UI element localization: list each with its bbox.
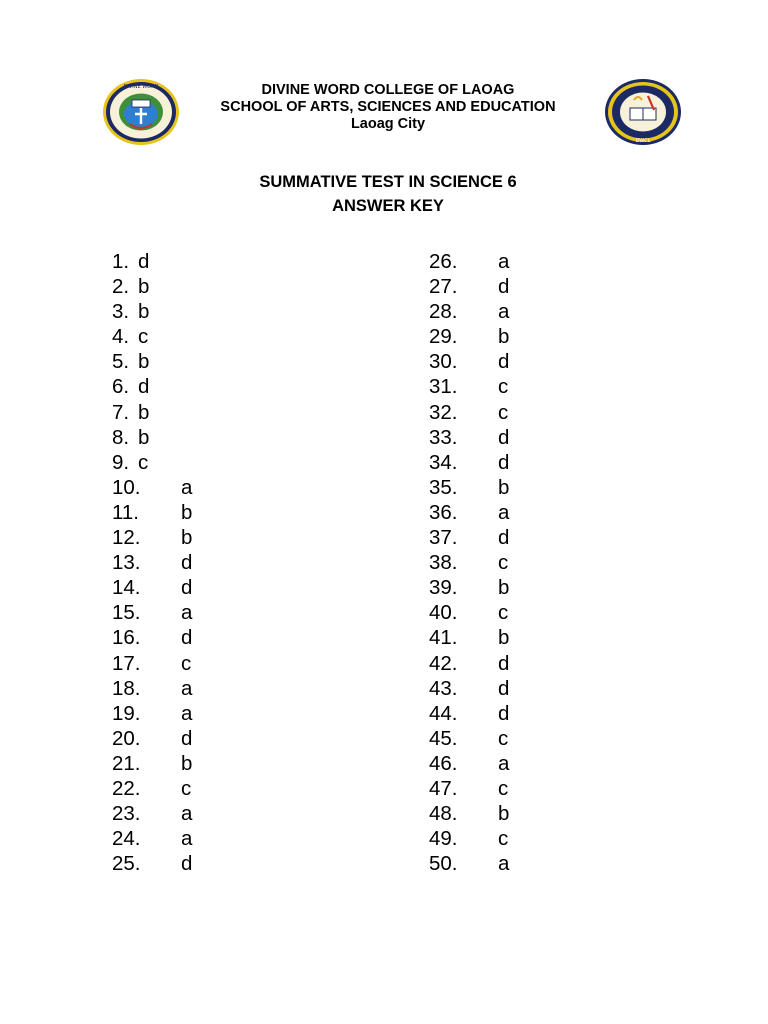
answer-item: [112, 625, 312, 650]
question-number: 33.: [429, 425, 458, 449]
answer-item: [112, 475, 312, 500]
answer-item: [112, 826, 312, 851]
answer-letter: c: [181, 651, 192, 675]
question-number: 16.: [112, 626, 141, 650]
question-number: 6.: [112, 375, 130, 399]
answer-item: [112, 651, 312, 676]
answer-item: [429, 324, 629, 349]
answer-letter: b: [498, 626, 510, 650]
school-name: SCHOOL OF ARTS, SCIENCES AND EDUCATION: [220, 99, 556, 115]
answer-letter: a: [181, 701, 193, 725]
answer-item: [429, 751, 629, 776]
answer-letter: b: [138, 300, 150, 324]
question-number: 40.: [429, 601, 458, 625]
question-number: 17.: [112, 651, 141, 675]
answer-letter: d: [498, 676, 510, 700]
question-number: 9.: [112, 450, 130, 474]
answer-letter: c: [498, 400, 509, 424]
question-number: 15.: [112, 601, 141, 625]
question-number: 7.: [112, 400, 130, 424]
answer-letter: a: [181, 676, 193, 700]
question-number: 46.: [429, 751, 458, 775]
answer-letter: d: [498, 651, 510, 675]
answer-item: [112, 299, 312, 324]
question-number: 19.: [112, 701, 141, 725]
question-number: 32.: [429, 400, 458, 424]
question-number: 5.: [112, 350, 130, 374]
question-number: 18.: [112, 676, 141, 700]
question-number: 38.: [429, 551, 458, 575]
question-number: 4.: [112, 325, 130, 349]
answer-item: [429, 249, 629, 274]
answer-item: [429, 299, 629, 324]
question-number: 31.: [429, 375, 458, 399]
question-number: 12.: [112, 526, 141, 550]
answer-letter: a: [181, 475, 193, 499]
answer-letter: d: [181, 852, 193, 876]
answer-letter: d: [138, 375, 150, 399]
question-number: 41.: [429, 626, 458, 650]
question-number: 49.: [429, 827, 458, 851]
question-number: 48.: [429, 802, 458, 826]
question-number: 14.: [112, 576, 141, 600]
question-number: 22.: [112, 776, 141, 800]
answer-letter: c: [498, 601, 509, 625]
answer-letter: d: [498, 275, 510, 299]
question-number: 20.: [112, 726, 141, 750]
question-number: 2.: [112, 275, 130, 299]
question-number: 44.: [429, 701, 458, 725]
question-number: 39.: [429, 576, 458, 600]
answer-item: [429, 625, 629, 650]
answer-item: [112, 801, 312, 826]
answer-letter: c: [181, 776, 192, 800]
question-number: 23.: [112, 802, 141, 826]
question-number: 28.: [429, 300, 458, 324]
question-number: 21.: [112, 751, 141, 775]
answer-item: [429, 600, 629, 625]
answer-item: [112, 349, 312, 374]
answers-column-left: [112, 249, 312, 876]
answer-item: [429, 475, 629, 500]
college-name: DIVINE WORD COLLEGE OF LAOAG: [261, 82, 515, 98]
question-number: 30.: [429, 350, 458, 374]
answer-item: [112, 701, 312, 726]
answer-item: [112, 851, 312, 876]
answer-letter: b: [498, 325, 510, 349]
question-number: 25.: [112, 852, 141, 876]
answer-letter: a: [498, 751, 510, 775]
question-number: 13.: [112, 551, 141, 575]
answer-item: [112, 400, 312, 425]
answer-item: [112, 425, 312, 450]
document-header: [0, 78, 768, 144]
answer-item: [112, 676, 312, 701]
question-number: 36.: [429, 500, 458, 524]
answer-item: [429, 801, 629, 826]
answer-letter: b: [498, 475, 510, 499]
question-number: 34.: [429, 450, 458, 474]
answer-item: [112, 776, 312, 801]
answer-letter: c: [138, 450, 149, 474]
answer-item: [112, 324, 312, 349]
answer-item: [429, 726, 629, 751]
svg-text:DWCL: DWCL: [635, 138, 651, 144]
answer-item: [429, 450, 629, 475]
answer-letter: d: [138, 250, 150, 273]
answer-letter: d: [181, 726, 193, 750]
answer-letter: a: [498, 250, 510, 273]
question-number: 37.: [429, 526, 458, 550]
answer-item: [429, 651, 629, 676]
answer-letter: a: [181, 802, 193, 826]
answer-letter: d: [498, 450, 510, 474]
answer-letter: c: [498, 776, 509, 800]
answer-letter: a: [498, 500, 510, 524]
answer-letter: d: [498, 701, 510, 725]
answer-item: [429, 550, 629, 575]
question-number: 47.: [429, 776, 458, 800]
answer-item: [429, 274, 629, 299]
question-number: 42.: [429, 651, 458, 675]
question-number: 27.: [429, 275, 458, 299]
answer-item: [429, 575, 629, 600]
answer-item: [429, 425, 629, 450]
question-number: 1.: [112, 250, 130, 273]
answer-item: [112, 575, 312, 600]
answer-item: [429, 826, 629, 851]
question-number: 8.: [112, 425, 130, 449]
answer-item: [429, 676, 629, 701]
answer-letter: a: [181, 827, 193, 851]
answer-item: [112, 726, 312, 751]
answer-item: [429, 525, 629, 550]
answer-item: [112, 374, 312, 399]
question-number: 35.: [429, 475, 458, 499]
answer-letter: b: [181, 500, 193, 524]
school-of-education-seal-logo: [604, 78, 682, 146]
answer-letter: a: [498, 852, 510, 876]
answer-letter: a: [181, 601, 193, 625]
answer-letter: c: [498, 827, 509, 851]
answer-letter: c: [498, 551, 509, 575]
answer-item: [112, 525, 312, 550]
city-name: Laoag City: [350, 116, 426, 132]
answer-letter: a: [498, 300, 510, 324]
question-number: 11.: [112, 500, 139, 524]
svg-text:DIVINE WORD: DIVINE WORD: [123, 84, 159, 90]
answer-letter: b: [138, 350, 150, 374]
answers-column-right: [429, 249, 629, 876]
test-title: SUMMATIVE TEST IN SCIENCE 6: [259, 173, 517, 191]
answer-item: [112, 450, 312, 475]
answer-item: [429, 500, 629, 525]
answer-letter: d: [181, 576, 193, 600]
answer-item: [112, 274, 312, 299]
answer-key-title: ANSWER KEY: [332, 197, 444, 215]
question-number: 29.: [429, 325, 458, 349]
answer-letter: c: [498, 375, 509, 399]
answer-letter: d: [181, 551, 193, 575]
answer-letter: b: [181, 526, 193, 550]
answer-item: [112, 550, 312, 575]
answer-letter: d: [498, 350, 510, 374]
question-number: 26.: [429, 250, 458, 273]
question-number: 43.: [429, 676, 458, 700]
question-number: 45.: [429, 726, 458, 750]
answer-letter: b: [498, 576, 510, 600]
answer-item: [112, 249, 312, 274]
answer-letter: c: [498, 726, 509, 750]
answer-letter: d: [498, 425, 510, 449]
answer-letter: d: [498, 526, 510, 550]
answer-item: [429, 776, 629, 801]
answer-item: [429, 349, 629, 374]
answer-item: [112, 500, 312, 525]
question-number: 3.: [112, 300, 130, 324]
test-title-block: [0, 170, 768, 218]
answer-item: [429, 374, 629, 399]
answer-letter: d: [181, 626, 193, 650]
question-number: 10.: [112, 475, 141, 499]
answer-item: [429, 851, 629, 876]
question-number: 24.: [112, 827, 141, 851]
question-number: 50.: [429, 852, 458, 876]
answer-letter: b: [181, 751, 193, 775]
answer-letter: b: [138, 275, 150, 299]
answer-item: [429, 701, 629, 726]
answer-letter: b: [498, 802, 510, 826]
answer-item: [112, 600, 312, 625]
answer-letter: b: [138, 425, 150, 449]
answer-letter: b: [138, 400, 150, 424]
answer-letter: c: [138, 325, 149, 349]
answer-item: [112, 751, 312, 776]
answer-item: [429, 400, 629, 425]
